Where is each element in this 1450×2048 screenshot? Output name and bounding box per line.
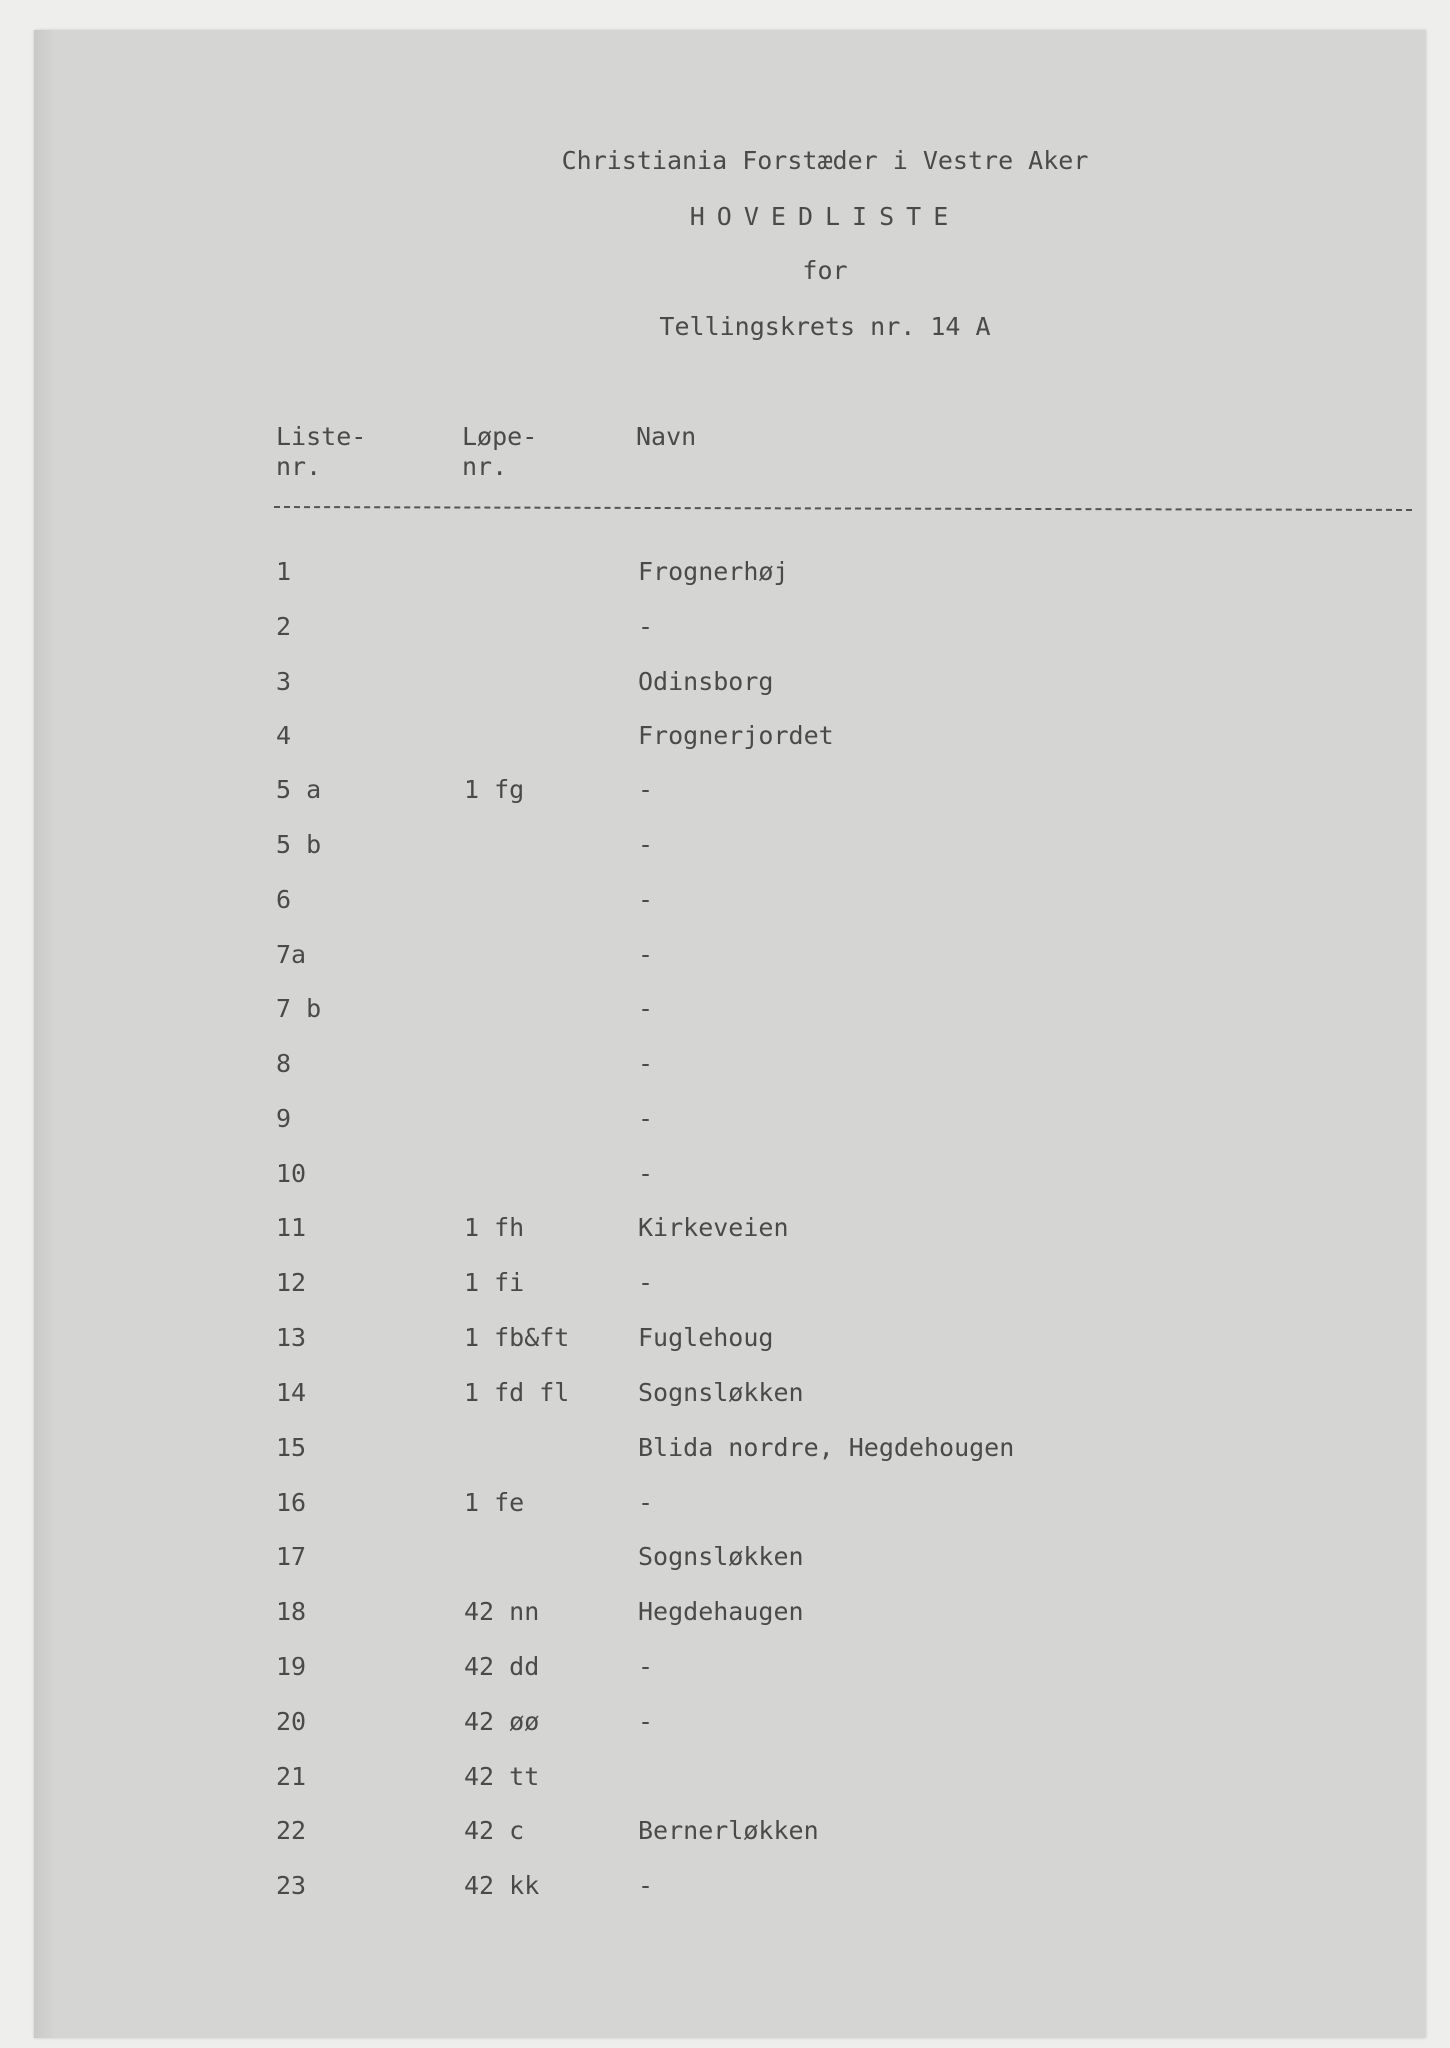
table-row <box>34 1597 1426 1637</box>
cell-lope: 1 fe <box>464 1488 525 1517</box>
column-header-lope-line1: Løpe- <box>462 422 538 451</box>
document-title: Christiania Forstæder i Vestre Aker <box>561 146 1089 175</box>
cell-liste: 16 <box>276 1488 307 1517</box>
cell-lope: 1 fb&ft <box>464 1323 570 1352</box>
cell-navn: - <box>638 994 654 1023</box>
cell-liste: 3 <box>276 667 292 696</box>
cell-lope: 42 c <box>464 1816 525 1845</box>
table-row <box>34 1816 1426 1856</box>
table-row <box>34 830 1426 870</box>
table-row <box>34 1652 1426 1692</box>
table-row <box>34 1488 1426 1528</box>
cell-lope: 1 fh <box>464 1213 525 1242</box>
cell-liste: 2 <box>276 612 292 641</box>
cell-liste: 10 <box>276 1159 307 1188</box>
cell-liste: 21 <box>276 1762 307 1791</box>
cell-navn: Fuglehoug <box>638 1323 774 1352</box>
table-row <box>34 612 1426 652</box>
cell-lope: 42 kk <box>464 1871 540 1900</box>
column-header-liste-line1: Liste- <box>276 422 367 451</box>
cell-navn: Kirkeveien <box>638 1213 789 1242</box>
cell-navn: - <box>638 775 654 804</box>
cell-navn: - <box>638 612 654 641</box>
column-header-liste-line2: nr. <box>276 452 322 481</box>
cell-liste: 23 <box>276 1871 307 1900</box>
cell-lope: 1 fg <box>464 775 525 804</box>
table-row <box>34 1323 1426 1363</box>
cell-liste: 15 <box>276 1433 307 1462</box>
cell-liste: 9 <box>276 1104 292 1133</box>
cell-liste: 1 <box>276 557 292 586</box>
document-page <box>34 30 1426 2038</box>
cell-lope: 42 nn <box>464 1597 540 1626</box>
table-row <box>34 721 1426 761</box>
table-row <box>34 1762 1426 1802</box>
cell-navn: Frognerjordet <box>638 721 834 750</box>
table-row <box>34 667 1426 707</box>
cell-liste: 20 <box>276 1707 307 1736</box>
table-row <box>34 775 1426 815</box>
cell-liste: 7a <box>276 940 307 969</box>
table-row <box>34 1268 1426 1308</box>
table-row <box>34 1378 1426 1418</box>
cell-lope: 42 dd <box>464 1652 540 1681</box>
cell-liste: 5 b <box>276 830 322 859</box>
table-row <box>34 1104 1426 1144</box>
cell-navn: Sognsløkken <box>638 1378 804 1407</box>
cell-liste: 6 <box>276 885 292 914</box>
cell-navn: - <box>638 1159 654 1188</box>
cell-liste: 13 <box>276 1323 307 1352</box>
cell-navn: Blida nordre, Hegdehougen <box>638 1433 1015 1462</box>
cell-liste: 12 <box>276 1268 307 1297</box>
table-row <box>34 1213 1426 1253</box>
cell-navn: Sognsløkken <box>638 1542 804 1571</box>
table-row <box>34 994 1426 1034</box>
cell-navn: - <box>638 940 654 969</box>
table-row <box>34 940 1426 980</box>
cell-liste: 19 <box>276 1652 307 1681</box>
cell-liste: 14 <box>276 1378 307 1407</box>
column-header-navn: Navn <box>636 422 697 451</box>
cell-liste: 4 <box>276 721 292 750</box>
cell-liste: 7 b <box>276 994 322 1023</box>
document-krets: Tellingskrets nr. 14 A <box>659 312 991 341</box>
table-row <box>34 1159 1426 1199</box>
cell-liste: 22 <box>276 1816 307 1845</box>
cell-navn: - <box>638 1268 654 1297</box>
document-for: for <box>802 256 848 285</box>
cell-navn: - <box>638 1104 654 1133</box>
table-row <box>34 885 1426 925</box>
cell-liste: 8 <box>276 1049 292 1078</box>
cell-liste: 11 <box>276 1213 307 1242</box>
cell-navn: - <box>638 1049 654 1078</box>
cell-lope: 1 fi <box>464 1268 525 1297</box>
table-row <box>34 557 1426 597</box>
table-row <box>34 1433 1426 1473</box>
cell-navn: - <box>638 885 654 914</box>
table-row <box>34 1542 1426 1582</box>
cell-navn: Frognerhøj <box>638 557 789 586</box>
cell-lope: 42 tt <box>464 1762 540 1791</box>
cell-lope: 42 øø <box>464 1707 540 1736</box>
cell-navn: - <box>638 830 654 859</box>
table-row <box>34 1871 1426 1911</box>
cell-navn: - <box>638 1707 654 1736</box>
cell-liste: 18 <box>276 1597 307 1626</box>
cell-liste: 17 <box>276 1542 307 1571</box>
cell-lope: 1 fd fl <box>464 1378 570 1407</box>
cell-navn: Hegdehaugen <box>638 1597 804 1626</box>
cell-navn: - <box>638 1488 654 1517</box>
column-header-liste <box>276 422 366 482</box>
column-header-lope-line2: nr. <box>462 452 508 481</box>
column-header-lope <box>462 422 537 482</box>
cell-navn: Bernerløkken <box>638 1816 819 1845</box>
document-heading: HOVEDLISTE <box>689 202 961 231</box>
cell-navn: - <box>638 1652 654 1681</box>
table-row <box>34 1049 1426 1089</box>
header-rule <box>274 506 1412 511</box>
cell-liste: 5 a <box>276 775 322 804</box>
cell-navn: - <box>638 1871 654 1900</box>
table-row <box>34 1707 1426 1747</box>
cell-navn: Odinsborg <box>638 667 774 696</box>
